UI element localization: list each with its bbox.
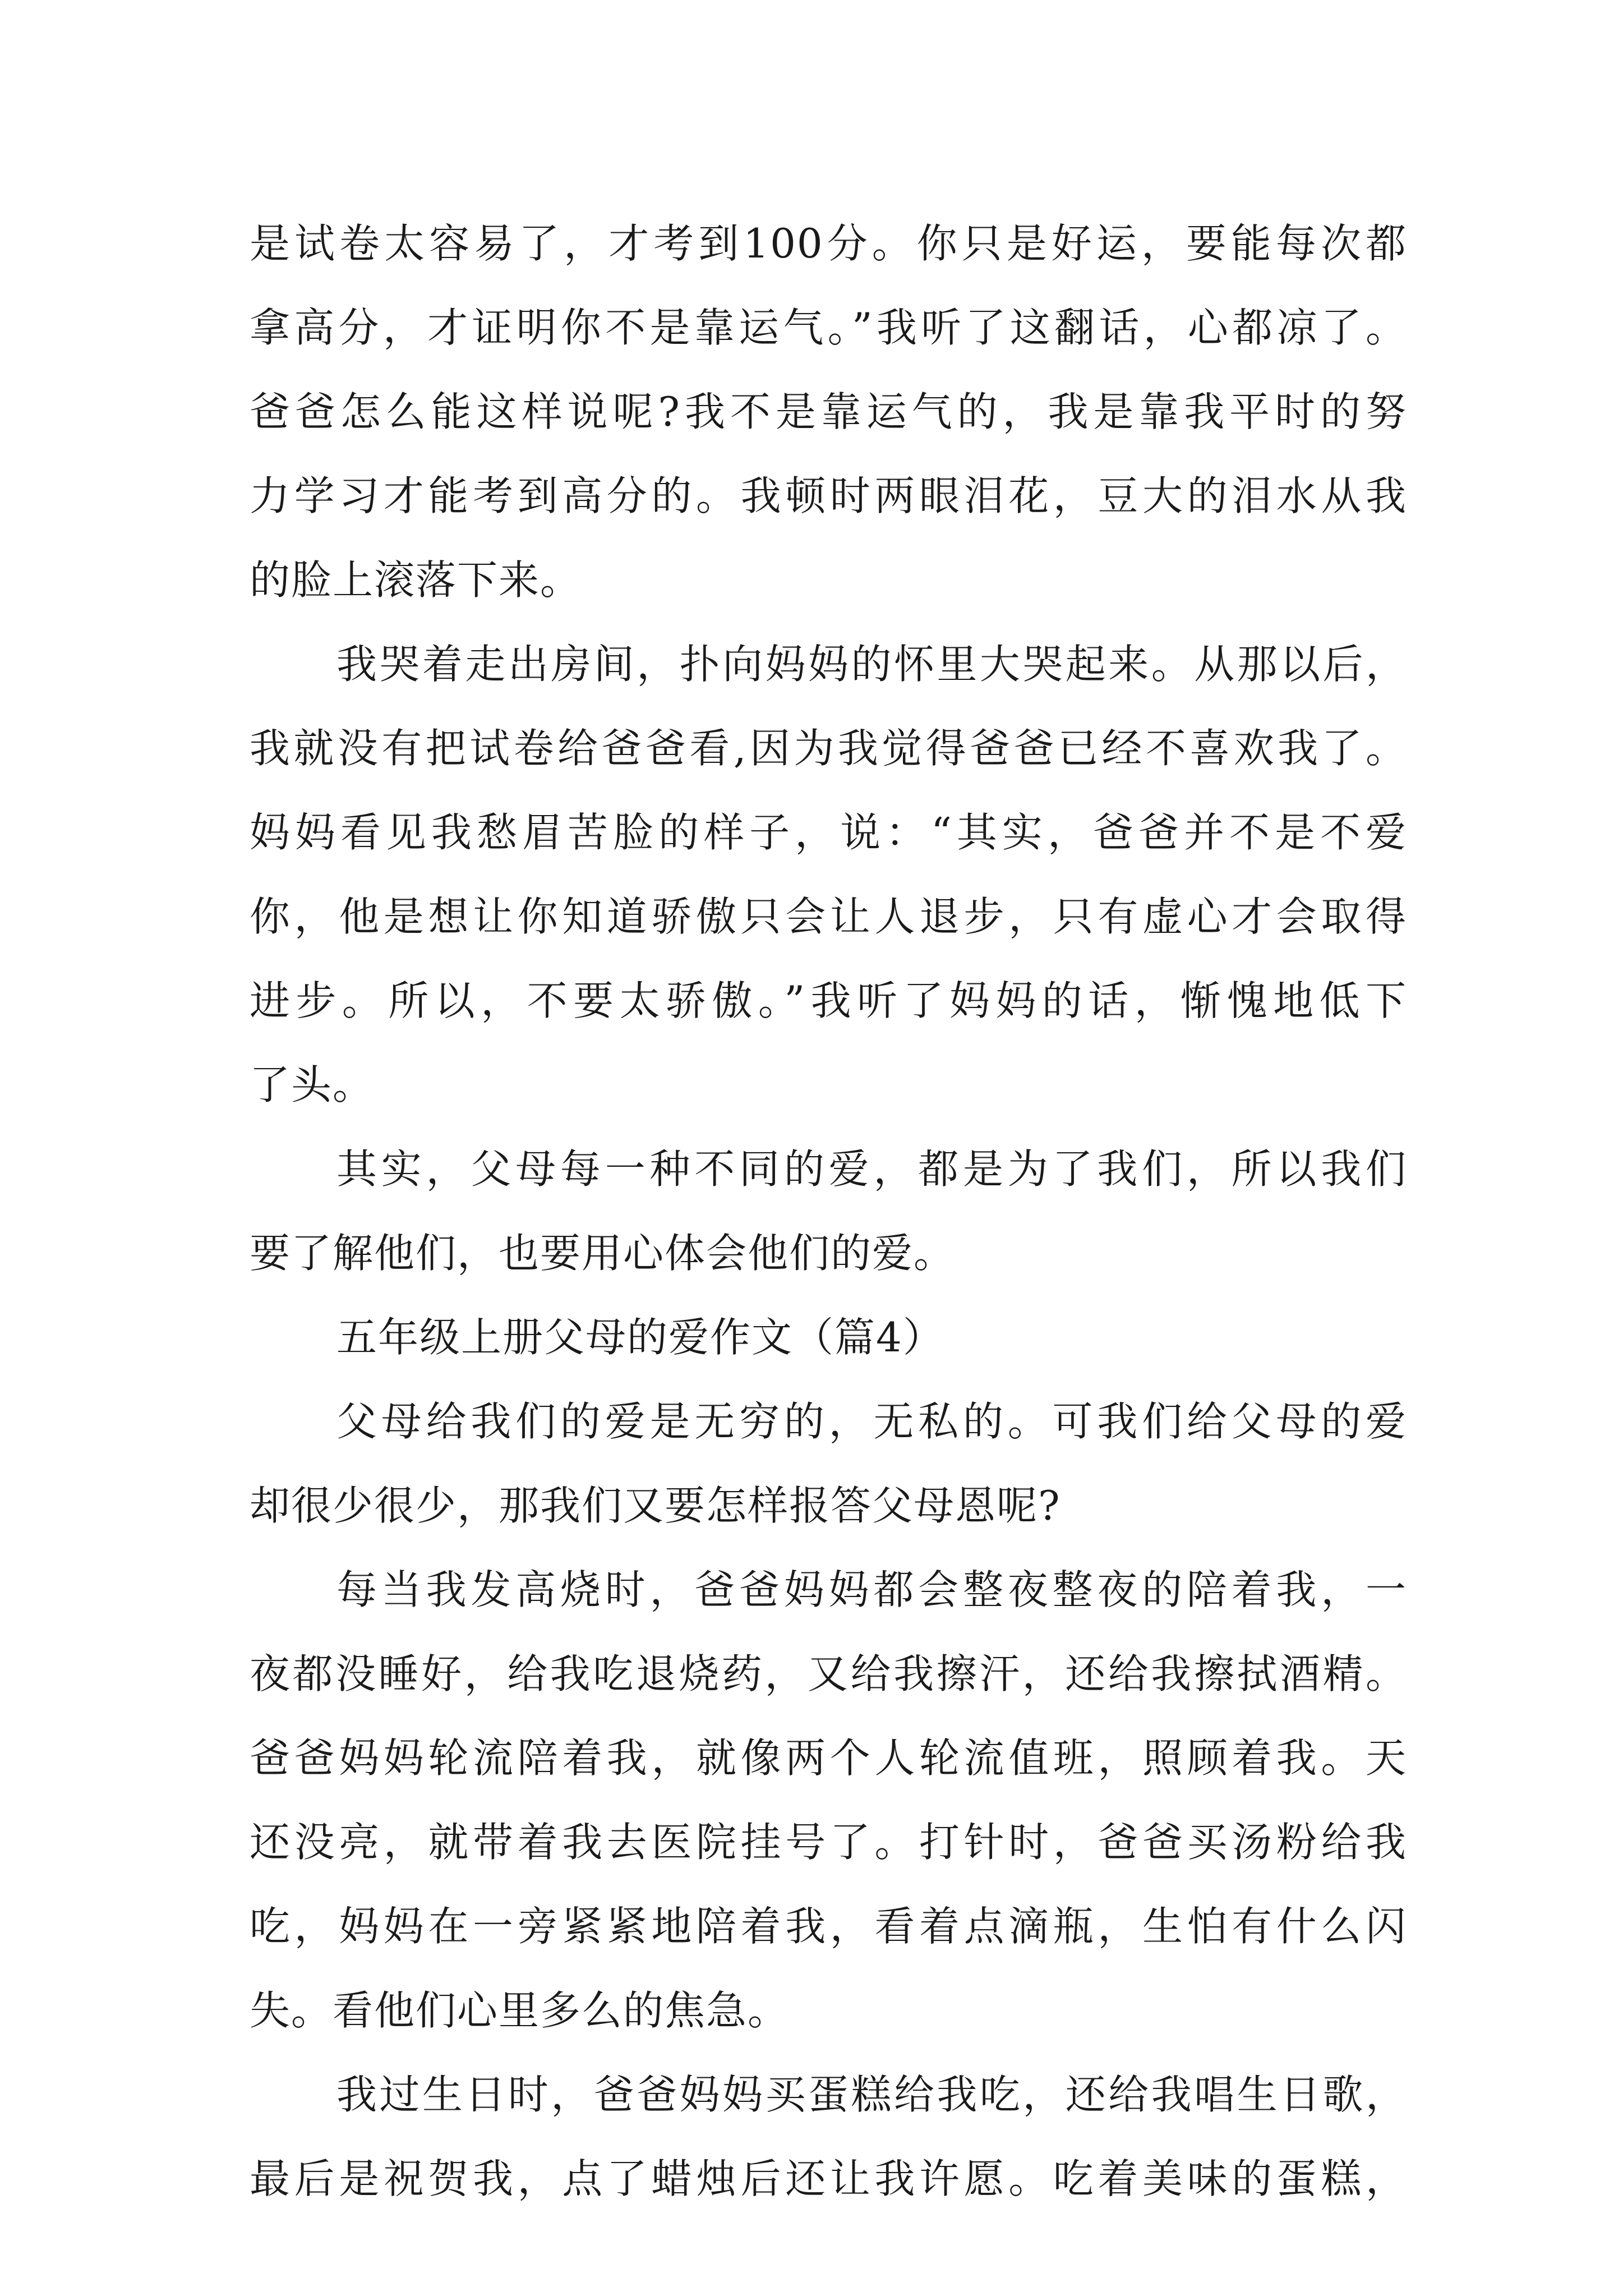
paragraph-first-line: 我过生日时，爸爸妈妈买蛋糕给我吃，还给我唱生日歌， [336,2071,1407,2118]
text-line: 吃，妈妈在一旁紧紧地陪着我，看着点滴瓶，生怕有什么闪 [250,1903,1407,1950]
text-line: 妈妈看见我愁眉苦脸的样子，说：“其实，爸爸并不是不爱 [250,809,1407,856]
paragraph-first-line: 其实，父母每一种不同的爱，都是为了我们，所以我们 [336,1145,1407,1193]
text-line: 却很少很少，那我们又要怎样报答父母恩呢? [250,1482,1061,1529]
text-line: 进步。所以，不要太骄傲。”我听了妈妈的话，惭愧地低下 [250,977,1407,1024]
section-heading: 五年级上册父母的爱作文（篇4） [336,1314,944,1361]
paragraph-first-line: 父母给我们的爱是无穷的，无私的。可我们给父母的爱 [336,1398,1407,1445]
text-line: 还没亮，就带着我去医院挂号了。打针时，爸爸买汤粉给我 [250,1819,1407,1866]
text-line: 我就没有把试卷给爸爸看,因为我觉得爸爸已经不喜欢我了。 [250,725,1407,772]
text-line: 最后是祝贺我，点了蜡烛后还让我许愿。吃着美味的蛋糕， [250,2155,1407,2202]
text-line: 是试卷太容易了，才考到100分。你只是好运，要能每次都 [250,220,1407,267]
text-line: 拿高分，才证明你不是靠运气。”我听了这翻话，心都凉了。 [250,304,1407,351]
text-line: 夜都没睡好，给我吃退烧药，又给我擦汗，还给我擦拭酒精。 [250,1650,1407,1697]
paragraph-first-line: 每当我发高烧时，爸爸妈妈都会整夜整夜的陪着我，一 [336,1566,1407,1613]
text-line: 了头。 [250,1061,375,1108]
text-line: 的脸上滚落下来。 [250,556,582,604]
text-line: 要了解他们，也要用心体会他们的爱。 [250,1230,956,1277]
text-line: 爸爸怎么能这样说呢?我不是靠运气的，我是靠我平时的努 [250,388,1407,435]
text-line: 失。看他们心里多么的焦急。 [250,1987,790,2034]
paragraph-first-line: 我哭着走出房间，扑向妈妈的怀里大哭起来。从那以后， [336,641,1407,688]
text-line: 爸爸妈妈轮流陪着我，就像两个人轮流值班，照顾着我。天 [250,1734,1407,1782]
text-line: 你，他是想让你知道骄傲只会让人退步，只有虚心才会取得 [250,893,1407,940]
text-line: 力学习才能考到高分的。我顿时两眼泪花，豆大的泪水从我 [250,472,1407,519]
